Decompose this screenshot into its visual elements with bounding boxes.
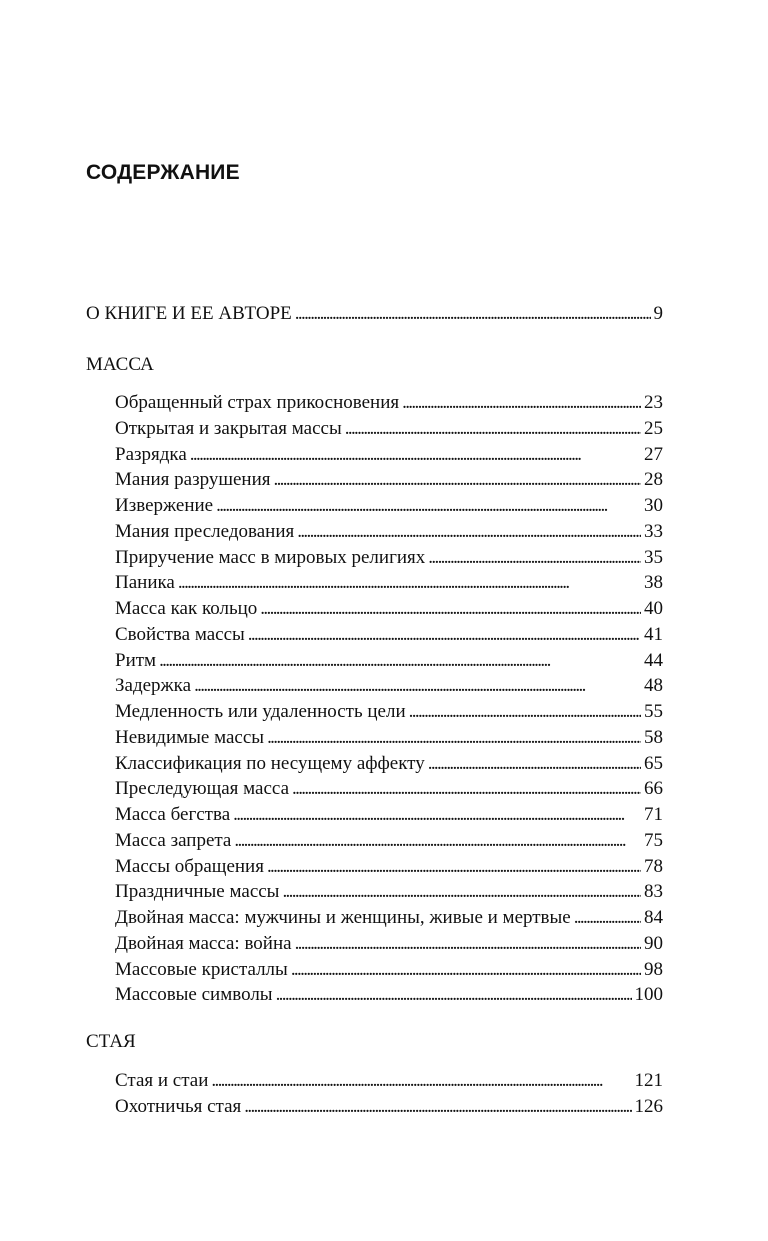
toc-entry [115,932,663,956]
toc-entry-page: 78 [644,855,663,877]
dot-leader [159,649,641,673]
toc-entry [115,571,663,595]
toc-entry-intro [86,302,663,326]
dot-leader [267,726,641,750]
dot-leader [211,1069,631,1093]
dot-leader [194,674,641,698]
toc-entry [115,494,663,518]
toc-entry-title: Масса запрета [115,829,232,851]
toc-entry-page: 30 [644,495,663,516]
toc-entry-title: Масса бегства [115,804,231,825]
toc-entry-title: Стая и стаи [115,1070,209,1091]
toc-entry-page: 84 [644,907,663,928]
toc-entry-page: 44 [644,649,663,671]
dot-leader [292,777,641,801]
toc-entry-page: 71 [644,804,663,825]
toc-entry-page: 38 [644,572,663,594]
toc-entry-title: Охотничья стая [115,1095,242,1117]
toc-entry-page: 58 [644,726,663,748]
dot-leader [234,829,641,853]
toc-entry-title: Невидимые массы [115,726,265,748]
toc-entry-page: 90 [644,932,663,954]
toc-entry-page: 35 [644,546,663,568]
toc-entry-page: 23 [644,392,663,413]
toc-entry-title: Массовые кристаллы [115,958,288,980]
dot-leader [297,520,641,544]
toc-entry-title: Массовые символы [115,984,273,1006]
toc-entry-title: Преследующая масса [115,778,289,800]
toc-entry [115,906,663,930]
toc-entry [115,700,663,724]
dot-leader [282,880,641,904]
toc-entry-page: 121 [634,1070,663,1091]
toc-entry-title: Массы обращения [115,855,264,877]
toc-entry [115,546,663,570]
toc-entry [115,674,663,698]
dot-leader [291,958,641,982]
toc-entry-title: Двойная масса: мужчины и женщины, живые и мертвые [115,907,571,928]
toc-entry [115,726,663,750]
toc-entry-page: 25 [644,417,663,439]
toc-entry-page: 55 [644,701,663,722]
dot-leader [248,623,641,647]
dot-leader [216,494,641,518]
dot-leader [178,571,641,595]
toc-entry-page: 98 [644,958,663,980]
toc-entry-title: Разрядка [115,443,187,465]
toc-entry-title: Обращенный страх прикосновения [115,392,400,413]
toc-entry-page: 100 [634,984,663,1006]
toc-entry-page: 9 [653,303,663,324]
toc-entry [115,958,663,982]
page-title: СОДЕРЖАНИЕ [86,161,240,184]
toc-entry-title: Ритм [115,649,157,671]
toc-entry [115,443,663,467]
dot-leader [295,302,651,326]
toc-entry-title: О КНИГЕ И ЕЕ АВТОРЕ [86,303,292,324]
dot-leader [574,906,641,930]
toc-entry-page: 40 [644,598,663,619]
toc-entry-title: Двойная масса: война [115,932,292,954]
toc-entry-page: 65 [644,752,663,774]
toc-entry [115,983,663,1007]
toc-entry-page: 28 [644,469,663,491]
toc-entry-title: Мания преследования [115,520,295,542]
dot-leader [428,546,641,570]
dot-leader [260,597,641,621]
toc-entry-title: Свойства массы [115,623,245,645]
dot-leader [273,468,641,492]
toc-entry-page: 75 [644,829,663,851]
toc-entry-title: Мания разрушения [115,469,271,491]
section-heading: МАССА [86,354,154,375]
toc-entry-title: Открытая и закрытая массы [115,417,342,439]
section-heading: СТАЯ [86,1031,136,1052]
toc-entry [115,777,663,801]
toc-entry [115,880,663,904]
dot-leader [267,855,641,879]
toc-entry [115,597,663,621]
dot-leader [409,700,641,724]
toc-entry-page: 126 [634,1095,663,1117]
dot-leader [295,932,641,956]
toc-entry [115,391,663,415]
toc-entry [115,468,663,492]
dot-leader [233,803,641,827]
toc-entry [115,623,663,647]
toc-entry-title: Задержка [115,675,192,697]
toc-entry [115,1095,663,1119]
toc-entry-title: Классификация по несущему аффекту [115,752,425,774]
toc-entry-title: Приручение масс в мировых религиях [115,546,426,568]
toc-entry [115,649,663,673]
dot-leader [276,983,632,1007]
toc-entry-page: 33 [644,520,663,542]
dot-leader [190,443,641,467]
dot-leader [345,417,641,441]
toc-entry [115,417,663,441]
toc-entry-title: Праздничные массы [115,881,280,903]
toc-entry [115,520,663,544]
toc-entry [115,829,663,853]
dot-leader [428,752,641,776]
toc-entry-page: 41 [644,623,663,645]
toc-entry [115,803,663,827]
toc-entry-title: Паника [115,572,175,594]
toc-entry-title: Медленность или удаленность цели [115,701,406,722]
toc-entry-page: 66 [644,778,663,800]
toc-entry-page: 83 [644,881,663,903]
toc-entry-title: Масса как кольцо [115,598,258,619]
dot-leader [244,1095,631,1119]
toc-entry [115,1069,663,1093]
toc-entry [115,855,663,879]
toc-entry [115,752,663,776]
toc-entry-title: Извержение [115,495,214,516]
dot-leader [402,391,641,415]
toc-entry-page: 48 [644,675,663,697]
toc-entry-page: 27 [644,443,663,465]
